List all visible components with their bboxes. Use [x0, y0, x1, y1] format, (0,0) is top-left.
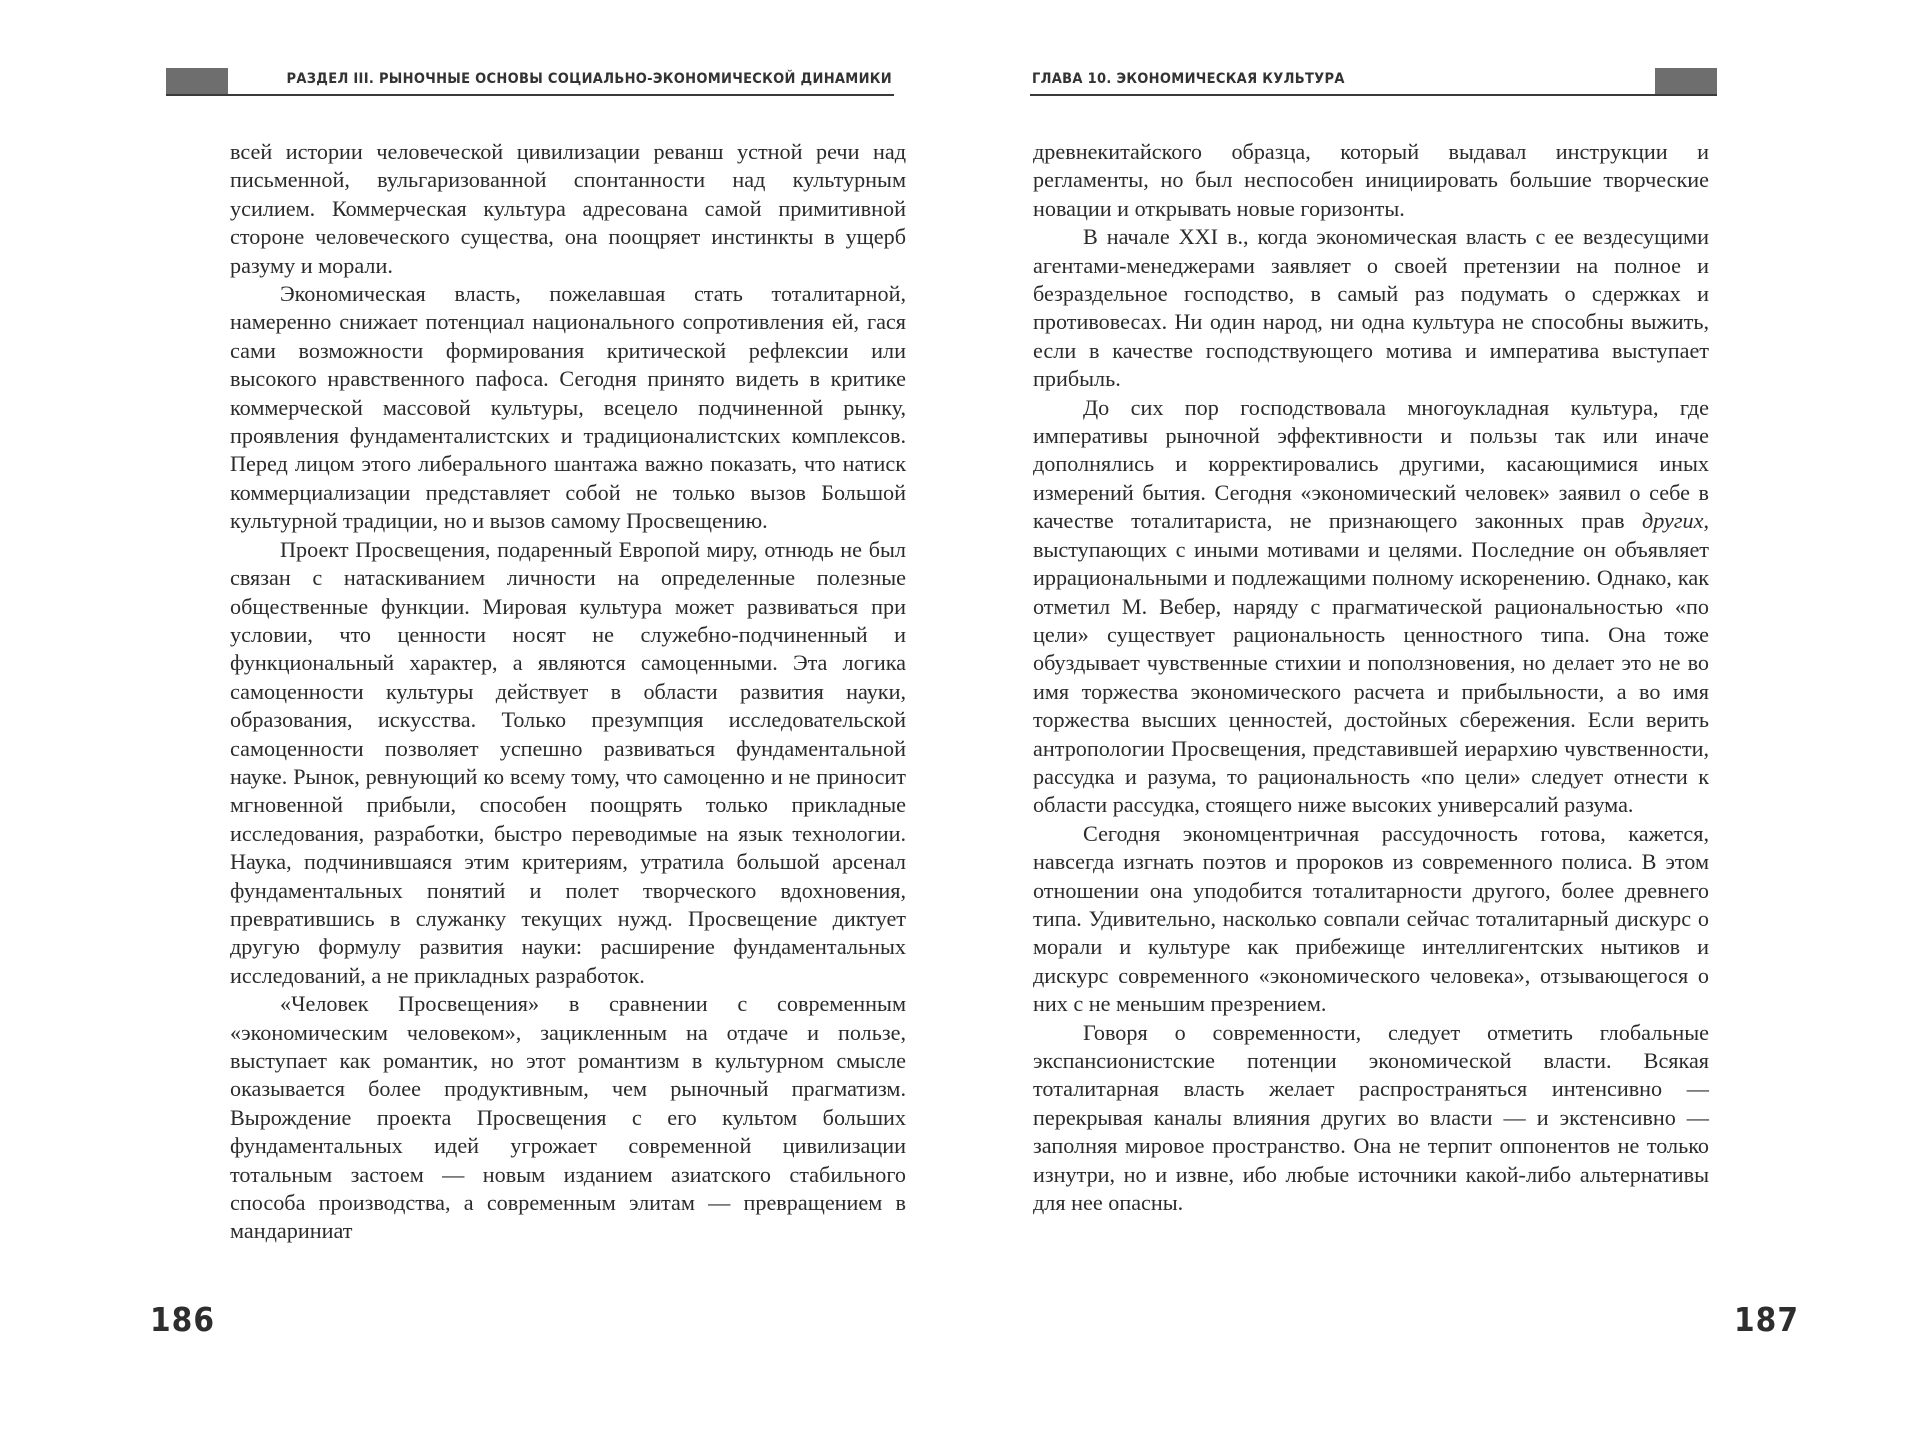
right-running-header [1030, 68, 1717, 96]
paragraph: «Человек Просвещения» в сравнении с современным «экономическим человеком», зацикленным на отдаче и пользе, выступает как романтик, но этот романтизм в культурном смысле оказывается более продуктивным, чем рыночный прагматизм. Вырождение проекта Просвещения с его культом больших фундаментальных идей угрожает современной цивилизации тотальным застоем — новым изданием азиатского стабильного способа производства, а современным элитам — превращением в мандариниат [230, 991, 906, 1244]
header-marker-block [166, 68, 228, 94]
paragraph: Экономическая власть, пожелавшая стать тоталитарной, намеренно снижает потенциал национального сопротивления ей, гася сами возможности формирования критической рефлексии или высокого нравственного пафоса. Сегодня принято видеть в критике коммерческой массовой культуры, всецело подчиненной рынку, проявления фундаменталистских и традиционалистских комплексов. Перед лицом этого либерального шантажа важно показать, что натиск коммерциализации представляет собой не только вызов Большой культурной традиции, но и вызов самому Просвещению. [230, 281, 906, 534]
left-running-header [166, 68, 894, 96]
paragraph: Проект Просвещения, подаренный Европой миру, отнюдь не был связан с натаскиванием личности на определенные полезные общественные функции. Мировая культура может развиваться при условии, что ценности носят не служебно-подчиненный и функциональный характер, а являются самоценными. Эта логика самоценности культуры действует в области развития науки, образования, искусства. Только презумпция исследовательской самоценности позволяет успешно развиваться фундаментальной науке. Рынок, ревнующий ко всему тому, что самоценно и не приносит мгновенной прибыли, способен поощрять только прикладные исследования, разработки, быстро переводимые на язык технологии. Наука, подчинившаяся этим критериям, утратила большой арсенал фундаментальных понятий и полет творческого вдохновения, превратившись в служанку текущих нужд. Просвещение диктует другую формулу развития науки: расширение фундаментальных исследований, а не прикладных разработок. [230, 536, 906, 988]
paragraph-text: До сих пор господствовала многоукладная культура, где императивы рыночной эффективности и пользы так или иначе дополнялись и корректировались другими, касающимися иных измерений бытия. Сегодня «экономический человек» заявил о себе в качестве тоталитариста, не признающего законных прав [1033, 394, 1709, 534]
emphasized-word: других [1641, 508, 1704, 534]
right-page [952, 0, 1905, 1437]
paragraph-text: , выступающих с иными мотивами и целями. Последние он объявляет иррациональными и подлежащими полному искоренению. Однако, как отметил М. Вебер, наряду с прагматической рациональностью «по цели» существует рациональность ценностного типа. Она тоже обуздывает чувственные стихии и поползновения, но делает это не во имя торжества экономического расчета и прибыльности, а во имя торжества высших ценностей, достойных сбережения. Если верить антропологии Просвещения, представившей иерархию чувственности, рассудка и разума, то рациональность «по цели» следует отнести к области рассудка, стоящего ниже высоких универсалий разума. [1033, 508, 1709, 818]
paragraph: Говоря о современности, следует отметить глобальные экспансионистские потенции экономической власти. Всякая тоталитарная власть желает распространяться интенсивно — перекрывая каналы влияния других во власти — и экстенсивно — заполняя мировое пространство. Она не терпит оппонентов не только изнутри, но и извне, ибо любые источники какой-либо альтернативы для нее опасны. [1033, 1019, 1709, 1216]
right-header-text: ГЛАВА 10. ЭКОНОМИЧЕСКАЯ КУЛЬТУРА [1032, 71, 1345, 87]
paragraph [1033, 394, 1709, 820]
paragraph: В начале XXI в., когда экономическая власть с ее вездесущими агентами-менеджерами заявляет о своей претензии на полное и безраздельное господство, в самый раз подумать о сдержках и противовесах. Ни один народ, ни одна культура не способны выжить, если в качестве господствующего мотива и императива выступает прибыль. [1033, 224, 1709, 392]
left-page-number: 186 [150, 1300, 215, 1339]
left-body-text [230, 138, 906, 1246]
right-body-text [1033, 138, 1709, 1217]
left-header-text: РАЗДЕЛ III. РЫНОЧНЫЕ ОСНОВЫ СОЦИАЛЬНО-ЭКОНОМИЧЕСКОЙ ДИНАМИКИ [286, 71, 892, 87]
left-page [0, 0, 952, 1437]
paragraph: всей истории человеческой цивилизации реванш устной речи над письменной, вульгаризованной спонтанности над культурным усилием. Коммерческая культура адресована самой примитивной стороне человеческого существа, она поощряет инстинкты в ущерб разуму и морали. [230, 139, 906, 278]
paragraph: Сегодня экономцентричная рассудочность готова, кажется, навсегда изгнать поэтов и пророков из современного полиса. В этом отношении она уподобится тоталитарности другого, более древнего типа. Удивительно, насколько совпали сейчас тоталитарный дискурс о морали и культуре как прибежище интеллигентских нытиков и дискурс современного «экономического человека», отзывающегося о них с не меньшим презрением. [1033, 820, 1709, 1017]
right-page-number: 187 [1734, 1300, 1799, 1339]
paragraph: древнекитайского образца, который выдавал инструкции и регламенты, но был неспособен инициировать большие творческие новации и открывать новые горизонты. [1033, 139, 1709, 221]
header-marker-block [1655, 68, 1717, 94]
